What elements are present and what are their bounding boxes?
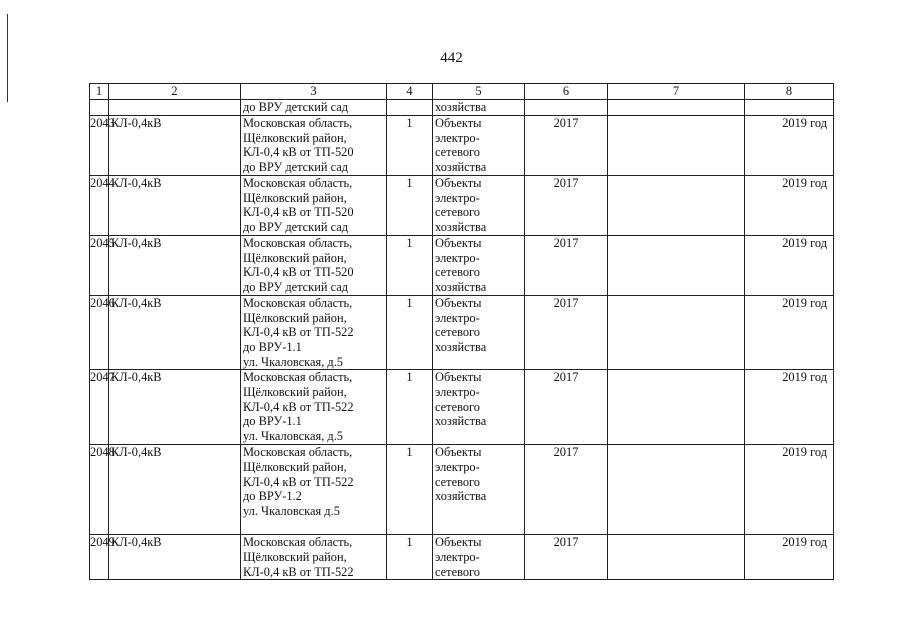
term-cell: 2019 год — [745, 445, 834, 535]
cell-line: электро- — [435, 550, 480, 565]
cell-line: Щёлковский район, — [243, 310, 347, 325]
term-cell: 2019 год — [745, 175, 834, 235]
cell-line: Московская область, — [243, 535, 353, 550]
cell-line: сетевого — [435, 399, 480, 414]
cell-line: Объекты — [435, 370, 482, 385]
cell-line: Объекты — [435, 235, 482, 250]
col-header-3: 3 — [241, 84, 387, 100]
col7-cell — [608, 535, 745, 580]
cell-line: электро- — [435, 130, 480, 145]
cell-line: электро- — [435, 310, 480, 325]
col7-cell — [608, 175, 745, 235]
cell-line: КЛ-0,4 кВ от ТП-522 — [243, 564, 354, 579]
col7-cell — [608, 116, 745, 176]
cell-line: хозяйства — [435, 279, 487, 294]
cell-line: сетевого — [435, 564, 480, 579]
term-cell: 2019 год — [745, 116, 834, 176]
object-purpose — [433, 295, 525, 370]
object-name: КЛ-0,4кВ — [109, 175, 241, 235]
object-count: 1 — [387, 295, 433, 370]
col-header-1: 1 — [90, 84, 109, 100]
col7-cell — [608, 235, 745, 295]
cell-line: КЛ-0,4 кВ от ТП-520 — [243, 265, 354, 280]
term-cell: 2019 год — [745, 295, 834, 370]
object-name: КЛ-0,4кВ — [109, 295, 241, 370]
cell-line: Щёлковский район, — [243, 250, 347, 265]
cell-line: КЛ-0,4 кВ от ТП-520 — [243, 205, 354, 220]
object-count: 1 — [387, 175, 433, 235]
col7-cell — [608, 370, 745, 445]
table-body — [90, 116, 834, 580]
cell-line: КЛ-0,4 кВ от ТП-522 — [243, 474, 354, 489]
object-address — [241, 370, 387, 445]
cell-line: Щёлковский район, — [243, 385, 347, 400]
continuation-purpose: хозяйства — [433, 100, 525, 116]
table-row — [90, 235, 834, 295]
cell-line: Щёлковский район, — [243, 550, 347, 565]
cell-line: Щёлковский район, — [243, 190, 347, 205]
col-header-4: 4 — [387, 84, 433, 100]
object-address — [241, 445, 387, 535]
cell-line: электро- — [435, 250, 480, 265]
cell-line: Московская область, — [243, 235, 353, 250]
commission-year: 2017 — [525, 535, 608, 580]
cell-line: Московская область, — [243, 370, 353, 385]
cell-line: электро- — [435, 385, 480, 400]
col-header-5: 5 — [433, 84, 525, 100]
cell-line: до ВРУ детский сад — [243, 279, 349, 294]
cell-line: КЛ-0,4 кВ от ТП-522 — [243, 325, 354, 340]
term-cell: 2019 год — [745, 235, 834, 295]
object-name: КЛ-0,4кВ — [109, 370, 241, 445]
cell-line: сетевого — [435, 265, 480, 280]
cell-line: Московская область, — [243, 295, 353, 310]
continuation-address: до ВРУ детский сад — [241, 100, 387, 116]
cell-line: хозяйства — [435, 414, 487, 429]
cell-line: хозяйства — [435, 219, 487, 234]
term-cell: 2019 год — [745, 370, 834, 445]
object-name: КЛ-0,4кВ — [109, 116, 241, 176]
cell-line: до ВРУ детский сад — [243, 160, 349, 175]
table-row — [90, 370, 834, 445]
cell-line: ул. Чкаловская, д.5 — [243, 429, 344, 444]
cell-line: Объекты — [435, 535, 482, 550]
cell-line: Объекты — [435, 295, 482, 310]
cell-line: хозяйства — [435, 339, 487, 354]
object-count: 1 — [387, 445, 433, 535]
object-purpose — [433, 535, 525, 580]
object-name: КЛ-0,4кВ — [109, 445, 241, 535]
object-address — [241, 235, 387, 295]
cell-line: Объекты — [435, 445, 482, 460]
cell-line: хозяйства — [435, 160, 487, 175]
object-count: 1 — [387, 116, 433, 176]
commission-year: 2017 — [525, 116, 608, 176]
object-address — [241, 535, 387, 580]
register-table — [89, 83, 834, 580]
cell-line: сетевого — [435, 145, 480, 160]
row-number: 2043 — [90, 116, 109, 176]
cell-line: сетевого — [435, 474, 480, 489]
cell-line: хозяйства — [435, 489, 487, 504]
object-purpose — [433, 235, 525, 295]
cell-line: КЛ-0,4 кВ от ТП-522 — [243, 399, 354, 414]
object-count: 1 — [387, 370, 433, 445]
col-header-6: 6 — [525, 84, 608, 100]
cell-line: Объекты — [435, 116, 482, 130]
header-row — [90, 84, 834, 100]
row-number: 2045 — [90, 235, 109, 295]
commission-year: 2017 — [525, 370, 608, 445]
cell-line: ул. Чкаловская, д.5 — [243, 354, 344, 369]
cell-line: КЛ-0,4 кВ от ТП-520 — [243, 145, 354, 160]
object-address — [241, 295, 387, 370]
object-purpose — [433, 445, 525, 535]
cell-line: Московская область, — [243, 116, 353, 130]
object-address — [241, 175, 387, 235]
col-header-7: 7 — [608, 84, 745, 100]
col-header-2: 2 — [109, 84, 241, 100]
table-row — [90, 175, 834, 235]
commission-year: 2017 — [525, 175, 608, 235]
table-row — [90, 445, 834, 535]
row-number: 2046 — [90, 295, 109, 370]
row-number: 2049 — [90, 535, 109, 580]
cell-line: Щёлковский район, — [243, 460, 347, 475]
object-purpose — [433, 175, 525, 235]
commission-year: 2017 — [525, 295, 608, 370]
cell-line: Щёлковский район, — [243, 130, 347, 145]
table-row — [90, 535, 834, 580]
col-header-8: 8 — [745, 84, 834, 100]
cell-line: сетевого — [435, 325, 480, 340]
cell-line: сетевого — [435, 205, 480, 220]
object-name: КЛ-0,4кВ — [109, 535, 241, 580]
row-number: 2047 — [90, 370, 109, 445]
commission-year: 2017 — [525, 235, 608, 295]
cell-line: Московская область, — [243, 445, 353, 460]
row-number: 2044 — [90, 175, 109, 235]
commission-year: 2017 — [525, 445, 608, 535]
term-cell: 2019 год — [745, 535, 834, 580]
object-purpose — [433, 116, 525, 176]
cell-line: ул. Чкаловская д.5 — [243, 504, 340, 519]
object-address — [241, 116, 387, 176]
object-name: КЛ-0,4кВ — [109, 235, 241, 295]
cell-line: Московская область, — [243, 175, 353, 190]
cell-line: электро- — [435, 190, 480, 205]
table-row — [90, 295, 834, 370]
cell-line: до ВРУ детский сад — [243, 219, 349, 234]
row-number: 2048 — [90, 445, 109, 535]
continuation-row — [90, 100, 834, 116]
object-count: 1 — [387, 535, 433, 580]
object-count: 1 — [387, 235, 433, 295]
cell-line: до ВРУ-1.1 — [243, 414, 302, 429]
object-purpose — [433, 370, 525, 445]
cell-line: до ВРУ-1.2 — [243, 489, 302, 504]
cell-line: Объекты — [435, 175, 482, 190]
page-number: 442 — [440, 50, 463, 66]
cell-line: до ВРУ-1.1 — [243, 339, 302, 354]
cell-line: электро- — [435, 460, 480, 475]
col7-cell — [608, 295, 745, 370]
table-row — [90, 116, 834, 176]
col7-cell — [608, 445, 745, 535]
